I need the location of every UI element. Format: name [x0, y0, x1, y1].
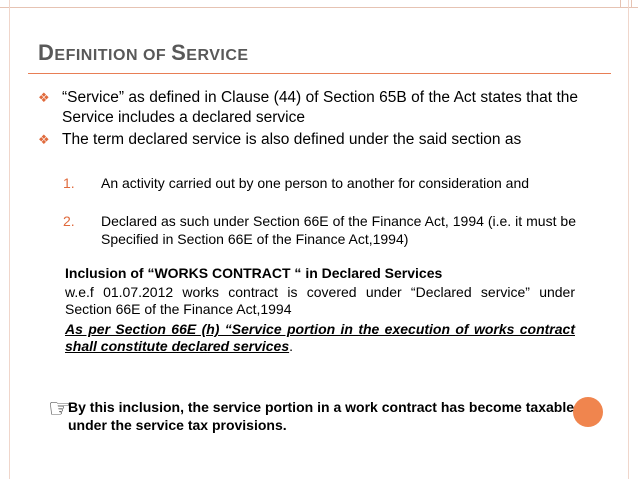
pointing-hand-icon: ☞: [48, 393, 72, 423]
item-text: An activity carried out by one person to another for consideration and: [101, 175, 530, 191]
bullet-text: “Service” as defined in Clause (44) of Section 65B of the Act states that the Service includes a declared service: [62, 89, 578, 126]
left-border: [9, 0, 10, 479]
right-border: [628, 0, 629, 479]
bullet-item: [38, 130, 578, 150]
inclusion-heading: Inclusion of “WORKS CONTRACT “ in Declared Services: [65, 265, 443, 281]
slide-title: [38, 40, 249, 66]
title-cap-1: D: [38, 40, 55, 65]
item-text: Declared as such under Section 66E of the Finance Act, 1994 (i.e. it must be Specified in Section 66E of the Finance Act,1994): [101, 213, 576, 247]
conclusion-text: By this inclusion, the service portion in a work contract has become taxable under the service tax provisions.: [68, 399, 574, 433]
emphasis-end: .: [289, 338, 293, 354]
corner-decoration: [620, 0, 632, 8]
numbered-item: [63, 212, 576, 248]
title-rest-2: ERVICE: [186, 47, 249, 64]
decorative-circle: [573, 397, 603, 427]
title-divider: [28, 73, 611, 74]
inclusion-emphasis: [65, 321, 575, 355]
top-border: [0, 0, 638, 8]
numbered-item: [63, 174, 576, 192]
bullet-text: The term declared service is also defined under the said section as: [62, 131, 522, 148]
item-number: 1.: [63, 175, 75, 191]
bullet-item: [38, 88, 578, 128]
item-number: 2.: [63, 213, 75, 229]
inclusion-body: w.e.f 01.07.2012 works contract is covered under “Declared service” under Section 66E of the Finance Act,1994: [65, 284, 575, 317]
title-rest-1: EFINITION OF: [54, 47, 172, 64]
emphasis-text: As per Section 66E (h) “Service portion in the execution of works contract shall constitute declared services: [65, 321, 575, 354]
diamond-bullet-icon: ❖: [38, 90, 50, 105]
diamond-bullet-icon: ❖: [38, 132, 50, 147]
title-cap-2: S: [171, 40, 187, 65]
